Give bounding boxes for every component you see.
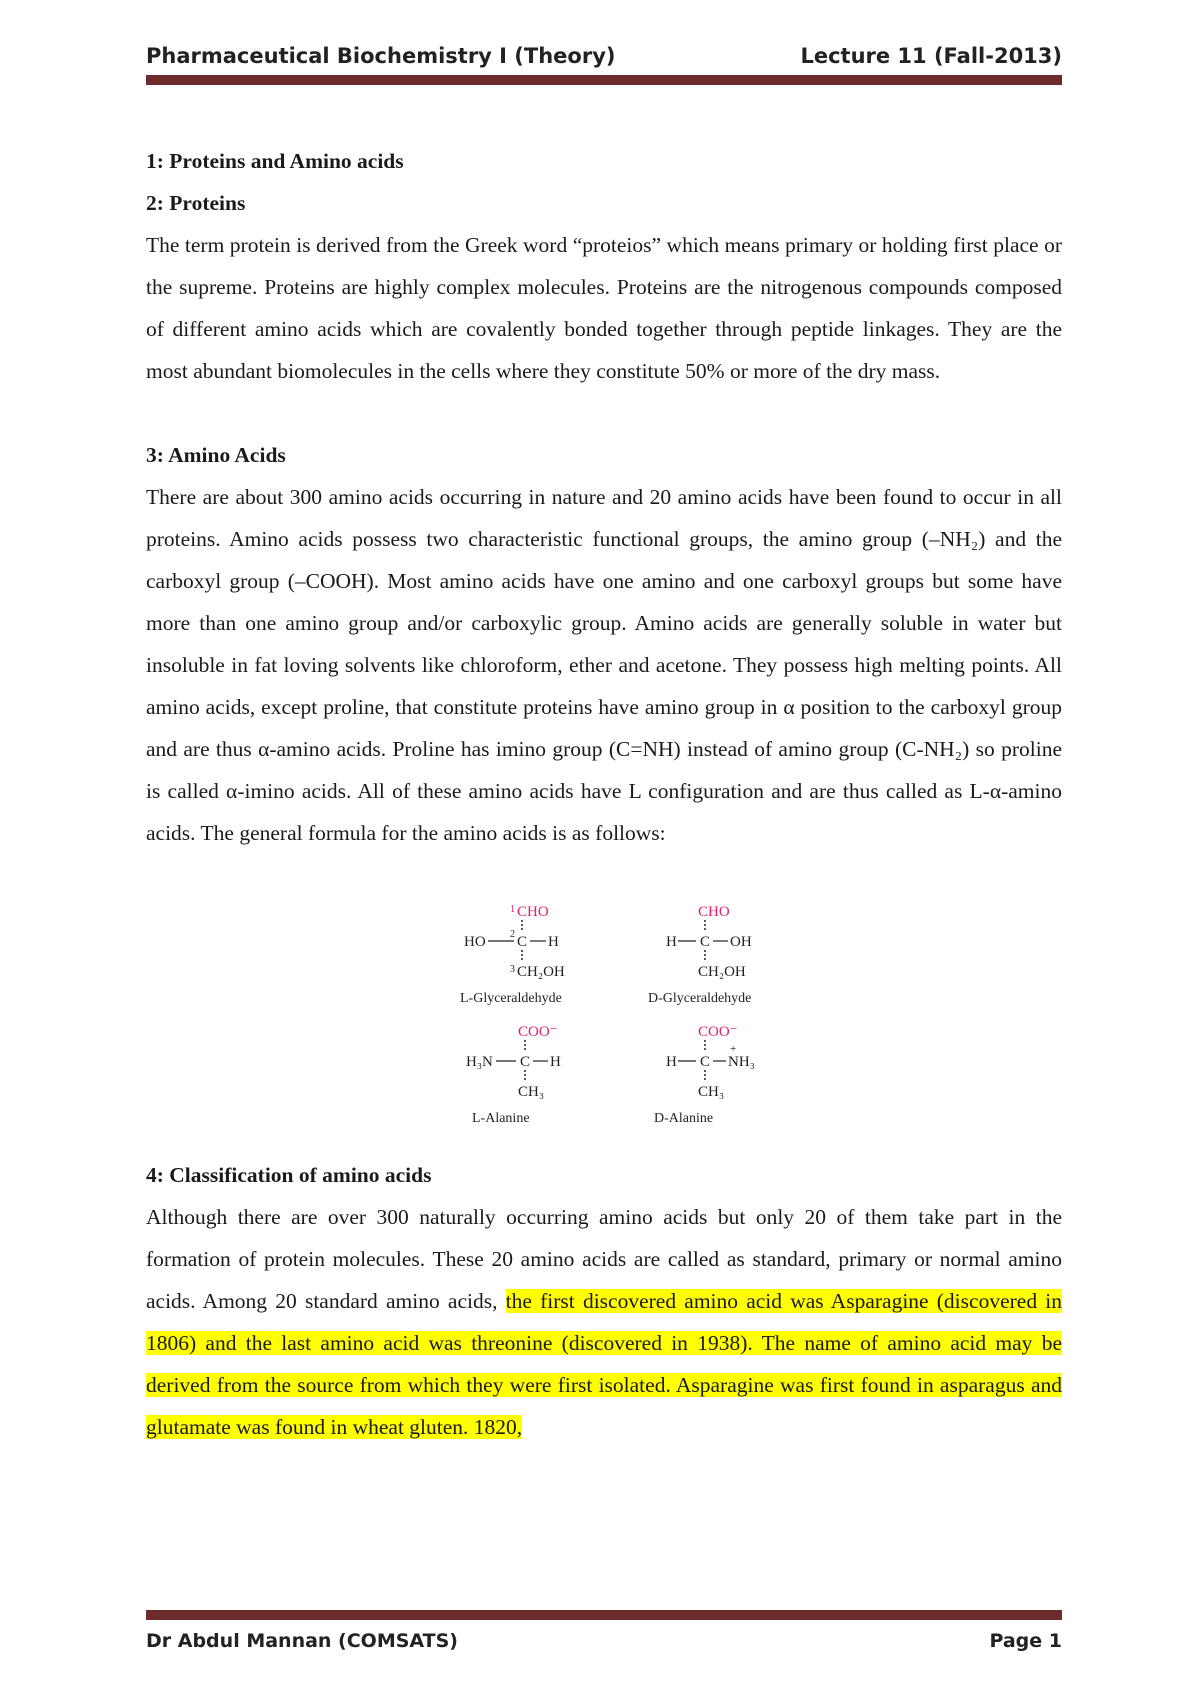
section-2-heading: 2: Proteins [146, 191, 246, 215]
footer-rule [146, 1610, 1062, 1620]
page-footer [146, 1628, 1062, 1660]
document-body [146, 140, 1062, 1448]
l-ala-right: H [550, 1054, 561, 1070]
l-ala-left: H₃N [466, 1054, 493, 1070]
l-glyc-top: CHO [517, 904, 549, 920]
l-ala-bottom: CH₃ [518, 1084, 545, 1100]
d-glyc-right: OH [730, 934, 752, 950]
header-rule [146, 75, 1062, 85]
l-glyc-center-num: 2 [510, 929, 515, 940]
page-header [146, 40, 1062, 80]
section-3-heading: 3: Amino Acids [146, 443, 286, 467]
d-ala-right: NH₃ [728, 1054, 755, 1070]
section-4-paragraph [146, 1196, 1062, 1448]
d-glyc-center: C [700, 934, 711, 950]
d-ala-caption: D-Alanine [654, 1111, 714, 1126]
d-ala-left: H [666, 1054, 677, 1070]
section-2-paragraph: The term protein is derived from the Greek word “proteios” which means primary or holding first place or the supreme. Proteins are highly complex molecules. Proteins are the nitrogenous compounds composed of different amino acids which are covalently bonded together through peptide linkages. They are the most abundant biomolecules in the cells where they constitute 50% or more of the dry mass. [146, 233, 1062, 383]
page-number: Page 1 [989, 1630, 1062, 1652]
d-glyceraldehyde-structure [648, 904, 752, 1006]
course-title: Pharmaceutical Biochemistry I (Theory) [146, 44, 616, 68]
l-glyc-left: HO [464, 934, 486, 950]
lecture-label: Lecture 11 (Fall-2013) [800, 44, 1062, 68]
section-3-paragraph: There are about 300 amino acids occurring in nature and 20 amino acids have been found to occur in all proteins. Amino acids possess two characteristic functional groups, the amino group (–NH₂) and the carboxyl group (–COOH). Most amino acids have one amino and one carboxyl groups but some have more than one amino group and/or carboxylic group. Amino acids are generally soluble in water but insoluble in fat loving solvents like chloroform, ether and acetone. They possess high melting points. All amino acids, except proline, that constitute proteins have amino group in α position to the carboxyl group and are thus α-amino acids. Proline has imino group (C=NH) instead of amino group (C-NH₂) so proline is called α-imino acids. All of these amino acids have L configuration and are thus called as L-α-amino acids. The general formula for the amino acids is as follows: [146, 485, 1062, 845]
l-glyc-bottom: CH₂OH [517, 964, 565, 980]
d-ala-center: C [700, 1054, 711, 1070]
d-glyc-bottom: CH₂OH [698, 964, 746, 980]
stereochemistry-figure [146, 854, 1062, 1154]
l-glyc-right: H [548, 934, 559, 950]
l-ala-caption: L-Alanine [472, 1111, 530, 1126]
d-glyc-top: CHO [698, 904, 730, 920]
l-glyc-bottom-num: 3 [510, 964, 515, 975]
l-glyc-top-num: 1 [510, 904, 515, 915]
l-ala-top: COO⁻ [518, 1024, 558, 1040]
d-ala-bottom: CH₃ [698, 1084, 725, 1100]
l-glyc-center: C [517, 934, 528, 950]
section-1-heading: 1: Proteins and Amino acids [146, 149, 404, 173]
d-ala-plus: + [730, 1043, 737, 1055]
l-glyc-caption: L-Glyceraldehyde [460, 991, 562, 1006]
section-4-heading: 4: Classification of amino acids [146, 1163, 432, 1187]
l-glyceraldehyde-structure [460, 904, 565, 1006]
l-ala-center: C [520, 1054, 531, 1070]
section-4-text: Although there are over 300 naturally occurring amino acids but only 20 of them take part in the formation of protein molecules. These 20 amino acids are called as standard, primary or normal amino acids. Among 20 standard amino acids, [146, 1205, 1062, 1313]
d-ala-top: COO⁻ [698, 1024, 738, 1040]
d-glyc-left: H [666, 934, 677, 950]
d-glyc-caption: D-Glyceraldehyde [648, 991, 752, 1006]
d-alanine-structure [654, 1024, 755, 1126]
fischer-projections [442, 892, 922, 1142]
section-4-highlighted-text: the first discovered amino acid was Asparagine (discovered in 1806) and the last amino acid was threonine (discovered in 1938). The name of amino acid may be derived from the source from which they were first isolated. Asparagine was first found in asparagus and glutamate was found in wheat gluten. 1820, [146, 1289, 1062, 1439]
author-label: Dr Abdul Mannan (COMSATS) [146, 1630, 458, 1652]
l-alanine-structure [466, 1024, 561, 1126]
